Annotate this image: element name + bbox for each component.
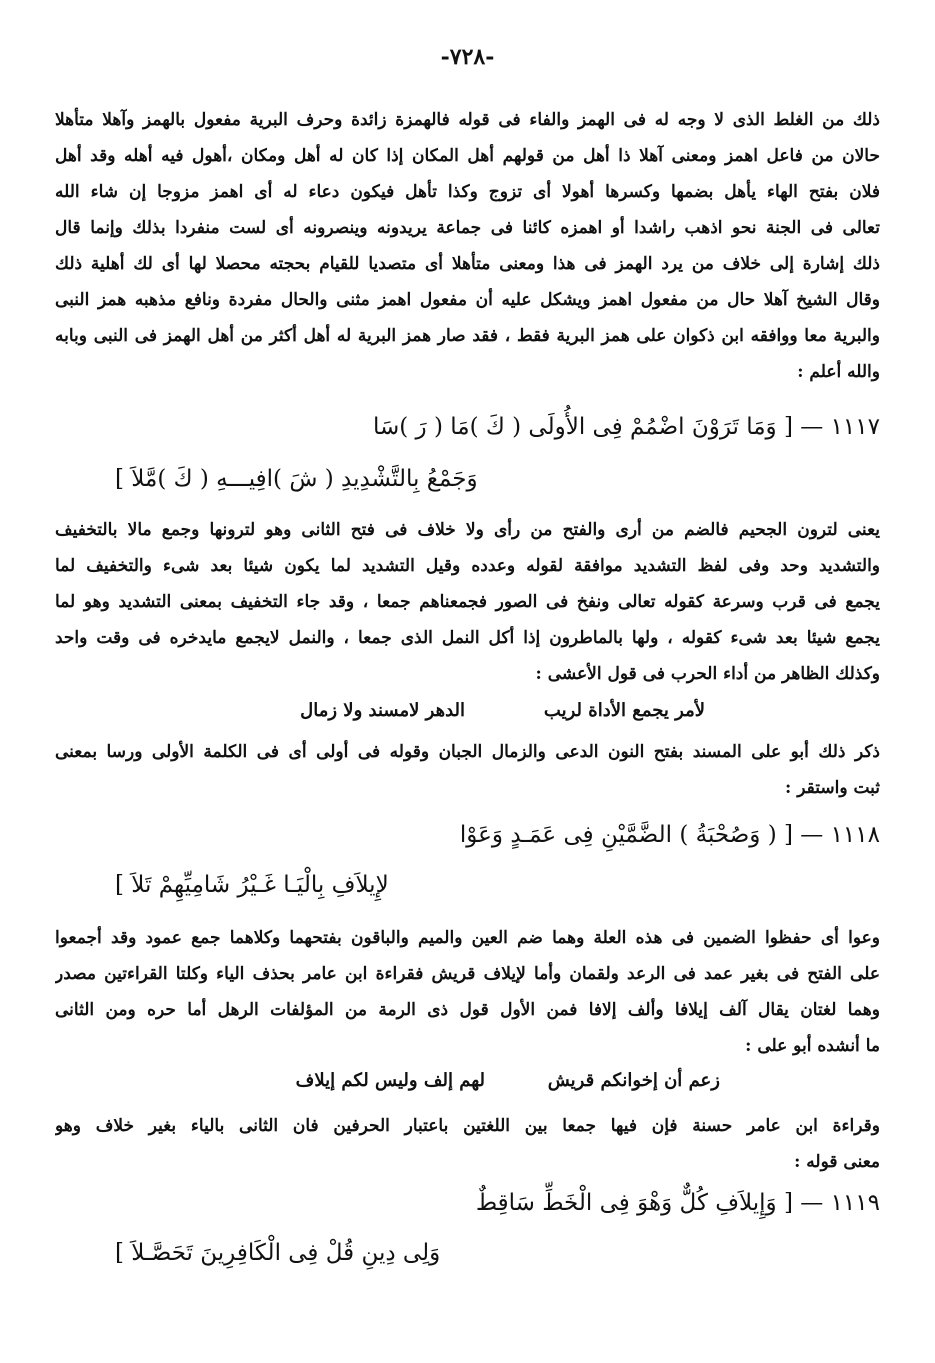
paragraph-3	[55, 734, 880, 806]
text-line: ما أنشده أبو على :	[745, 1036, 880, 1056]
text-line: حالان من فاعل اهمز ومعنى آهلا ذا أهل من قولهم أهل المكان إذا كان له أهل ومكان ،أهول فيه أهله وقد أهل	[55, 146, 880, 166]
verse-1117-second-hemistich: وَجَمْعُ بِالتَّشْدِيدِ ( شَ )افِيـــهِ ( كَ )مَّلاَ ]	[115, 466, 478, 492]
text-line: فلان بفتح الهاء يأهل بضمها وكسرها أهولا أى تزوج وكذا تأهل فيكون دعاء له أى اهمز مزوجا إن شاء الله	[55, 182, 880, 202]
text-line: يعنى لترون الجحيم فالضم من أرى والفتح من رأى ولا خلاف فى فتح الثانى وهو لترونها وجمع مالا بالتخفيف	[55, 520, 880, 540]
verse-1118-second-hemistich: لإِيلاَفِ بِالْيَـا غَـيْرُ شَامِيِّهِمْ تَلاَ ]	[115, 872, 389, 898]
verse-1118-first-hemistich: ١١١٨ — [ ( وَصُحْبَةُ ) الضَّمَّيْنِ فِى عَمَـدٍ وَعَوْا	[459, 822, 880, 848]
text-line: وعوا أى حفظوا الضمين فى هذه العلة وهما ضم العين والميم والباقون بفتحهما وكلاهما جمع عمود وقد أجمعوا	[55, 928, 880, 948]
paragraph-2	[55, 512, 880, 692]
text-line: ذكر ذلك أبو على المسند بفتح النون الدعى والزمال الجبان وقوله فى أولى أى فى الكلمة الأولى ورسا بمعنى	[55, 742, 880, 762]
poem-2-left-hemistich: لهم إلف وليس لكم إيلاف	[295, 1070, 485, 1091]
verse-1119-first-hemistich: ١١١٩ — [ وَإِيلاَفِ كُلٌّ وَهْوَ فِى الْخَطِّ سَاقِطٌ	[475, 1190, 880, 1216]
text-line: والتشديد وحد وفى لفظ التشديد موافقة لقوله وعدده وقيل التشديد لما يكون شيئا بعد شىء والتخفيف لما	[55, 556, 880, 576]
text-line: والبرية معا ووافقه ابن ذكوان على همز البرية فقط ، فقد صار همز البرية له أهل أكثر من أهل الهمز فى النبى وبابه	[55, 326, 880, 346]
text-line: يجمع شيئا بعد شىء كقوله ، ولها بالماطرون إذا أكل النمل الذى جمعا ، والنمل لايجمع مايدخره فى وقت واحد	[55, 628, 880, 648]
text-line: ذلك من الغلط الذى لا وجه له فى الهمز والفاء فى قوله فالهمزة زائدة وحرف البرية مفعول بالهمز وآهلا متأهلا	[55, 110, 880, 130]
text-line: يجمع فى قرب وسرعة كقوله تعالى ونفخ فى الصور فجمعناهم جمعا ، وقد جاء التخفيف بمعنى التشديد وهو لما	[55, 592, 880, 612]
paragraph-4	[55, 920, 880, 1064]
poem-2-right-hemistich: زعم أن إخوانكم قريش	[547, 1070, 720, 1091]
text-line: ثبت واستقر :	[785, 778, 880, 798]
text-line: وقال الشيخ آهلا حال من مفعول اهمز ويشكل عليه أن مفعول اهمز مثنى والحال مفردة ونافع مذهبه همز النبى	[55, 290, 880, 310]
text-line: والله أعلم :	[797, 362, 880, 382]
verse-1117-first-hemistich: ١١١٧ — [ وَمَا تَرَوْنَ اضْمُمْ فِى الأُولَى ( كَ )مَا ( رَ )سَا	[372, 414, 880, 440]
verse-1119-second-hemistich: وَلِى دِينِ قُلْ فِى الْكَافِرِينَ تَحَصَّـلاَ ]	[115, 1240, 441, 1266]
text-line: وكذلك الظاهر من أداء الحرب فى قول الأعشى :	[535, 664, 880, 684]
text-line: ذلك إشارة إلى خلاف من يرد الهمز فى هذا ومعنى متأهلا أى متصديا للقيام بحجته محصلا لها أى لك أهلية ذلك	[55, 254, 880, 274]
text-line: تعالى فى الجنة نحو اذهب راشدا أو اهمزه كائنا فى جماعة يريدونه وينصرونه أى لست منفردا بذلك وإنما قال	[55, 218, 880, 238]
text-line: وقراءة ابن عامر حسنة فإن فيها جمعا بين اللغتين باعتبار الحرفين فان الثانى بالياء بغير خلاف وهو	[55, 1116, 880, 1136]
text-line: على الفتح فى بغير عمد فى الرعد ولقمان وأما لإيلاف قريش فقراءة ابن عامر بحذف الياء وكلتا القراءتين مصدر	[55, 964, 880, 984]
paragraph-1	[55, 102, 880, 390]
text-line: وهما لغتان يقال آلف إيلافا وألف إلافا فمن الأول قول ذى الرمة من المؤلفات الرهل أما حره ومن الثانى	[55, 1000, 880, 1020]
paragraph-5	[55, 1108, 880, 1180]
poem-1-right-hemistich: لأمر يجمع الأداة لريب	[543, 700, 705, 721]
page-number: -٧٢٨-	[440, 44, 495, 70]
poem-1-left-hemistich: الدهر لامسند ولا زمال	[300, 700, 465, 721]
text-line: معنى قوله :	[794, 1152, 880, 1172]
